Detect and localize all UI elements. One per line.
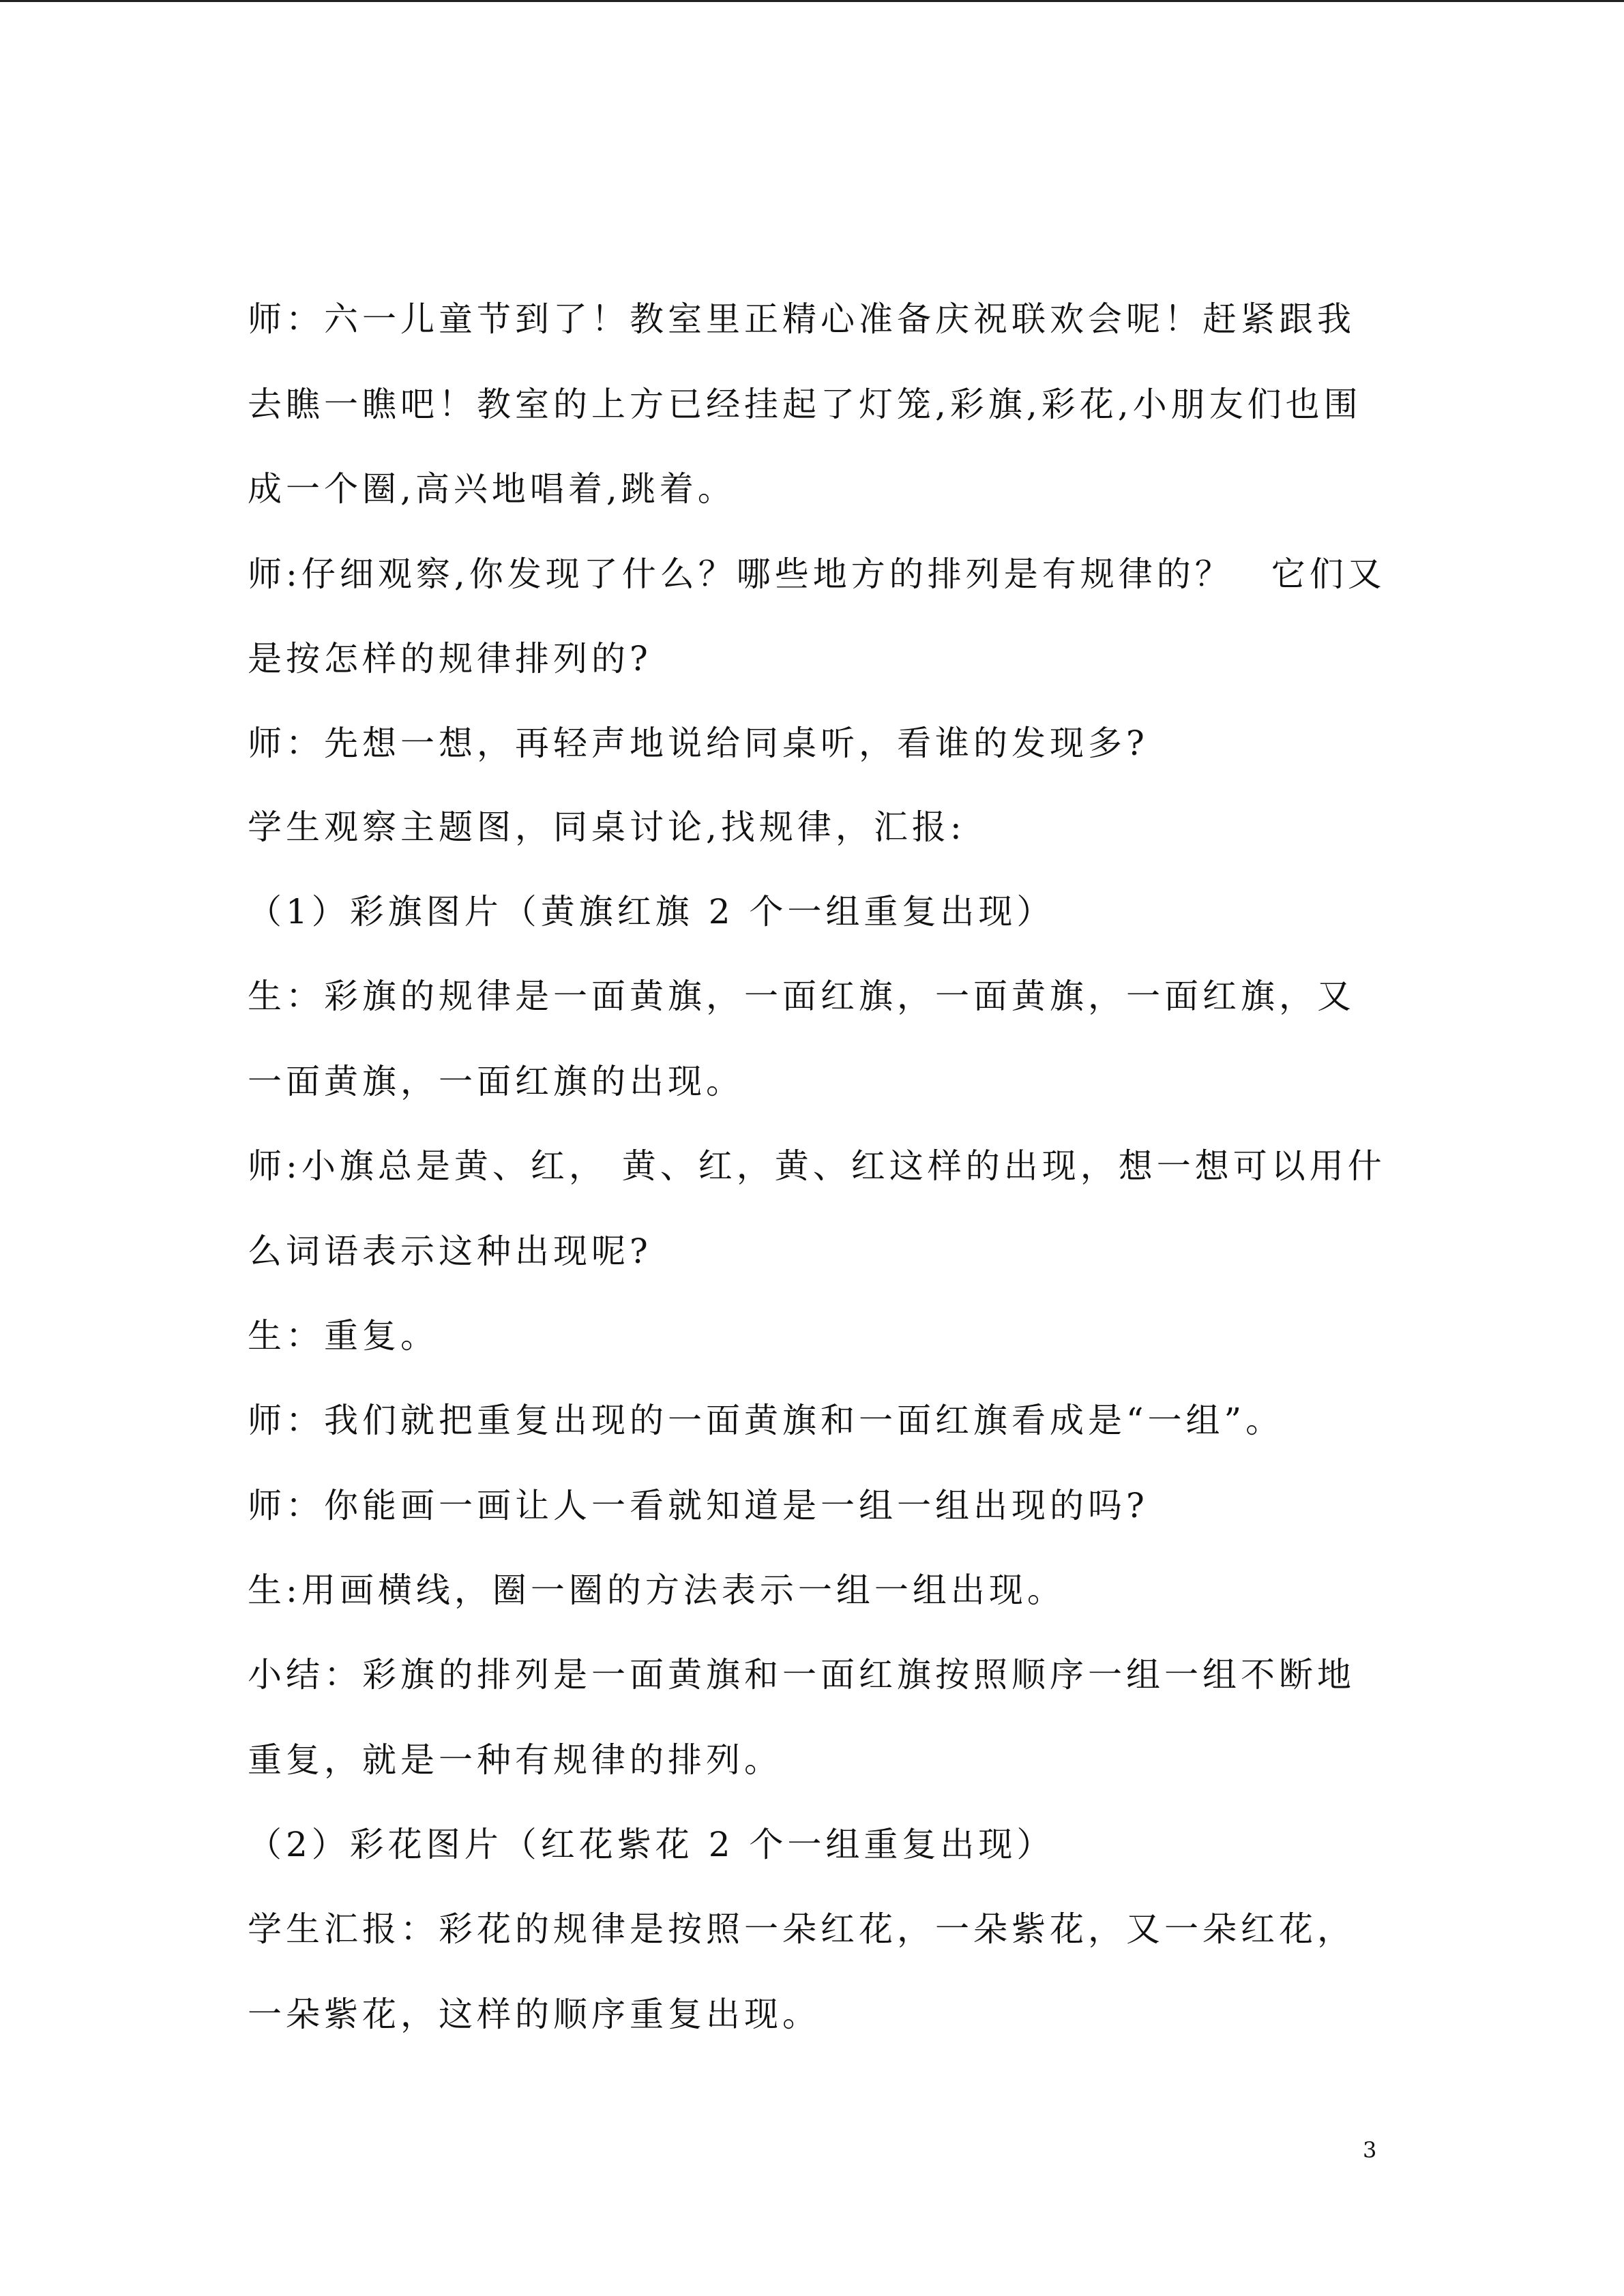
text-line: 师：我们就把重复出现的一面黄旗和一面红旗看成是“一组”。 [248, 1401, 1284, 1440]
text-line: 重复，就是一种有规律的排列。 [248, 1740, 782, 1780]
text-line: 么词语表示这种出现呢? [248, 1232, 652, 1271]
text-line: 学生观察主题图，同桌讨论,找规律，汇报: [248, 807, 966, 847]
text-line: 师:小旗总是黄、红， 黄、红，黄、红这样的出现，想一想可以用什 [248, 1146, 1386, 1186]
text-line: 生:用画横线，圈一圈的方法表示一组一组出现。 [248, 1570, 1065, 1610]
text-line: 一面黄旗，一面红旗的出现。 [248, 1062, 744, 1101]
text-line: 师：你能画一画让人一看就知道是一组一组出现的吗? [248, 1486, 1149, 1525]
section-heading: （1）彩旗图片（黄旗红旗 2 个一组重复出现） [248, 892, 1055, 931]
text-line: 去瞧一瞧吧！教室的上方已经挂起了灯笼,彩旗,彩花,小朋友们也围 [248, 385, 1362, 424]
text-line: 师：六一儿童节到了！教室里正精心准备庆祝联欢会呢！赶紧跟我 [248, 299, 1355, 339]
text-line: 一朵紫花，这样的顺序重复出现。 [248, 1995, 821, 2034]
text-line: 师:仔细观察,你发现了什么？哪些地方的排列是有规律的？ 它们又 [248, 554, 1386, 594]
text-line: 师：先想一想，再轻声地说给同桌听，看谁的发现多? [248, 724, 1149, 763]
text-line: 生：彩旗的规律是一面黄旗，一面红旗，一面黄旗，一面红旗，又 [248, 976, 1355, 1016]
text-line: 学生汇报：彩花的规律是按照一朵红花，一朵紫花，又一朵红花， [248, 1909, 1355, 1949]
text-line: 是按怎样的规律排列的? [248, 639, 652, 679]
text-line: 生：重复。 [248, 1316, 439, 1356]
page-number: 3 [1363, 2137, 1377, 2163]
text-line: 成一个圈,高兴地唱着,跳着。 [248, 469, 736, 509]
section-heading: （2）彩花图片（红花紫花 2 个一组重复出现） [248, 1825, 1055, 1864]
text-line: 小结：彩旗的排列是一面黄旗和一面红旗按照顺序一组一组不断地 [248, 1655, 1355, 1695]
